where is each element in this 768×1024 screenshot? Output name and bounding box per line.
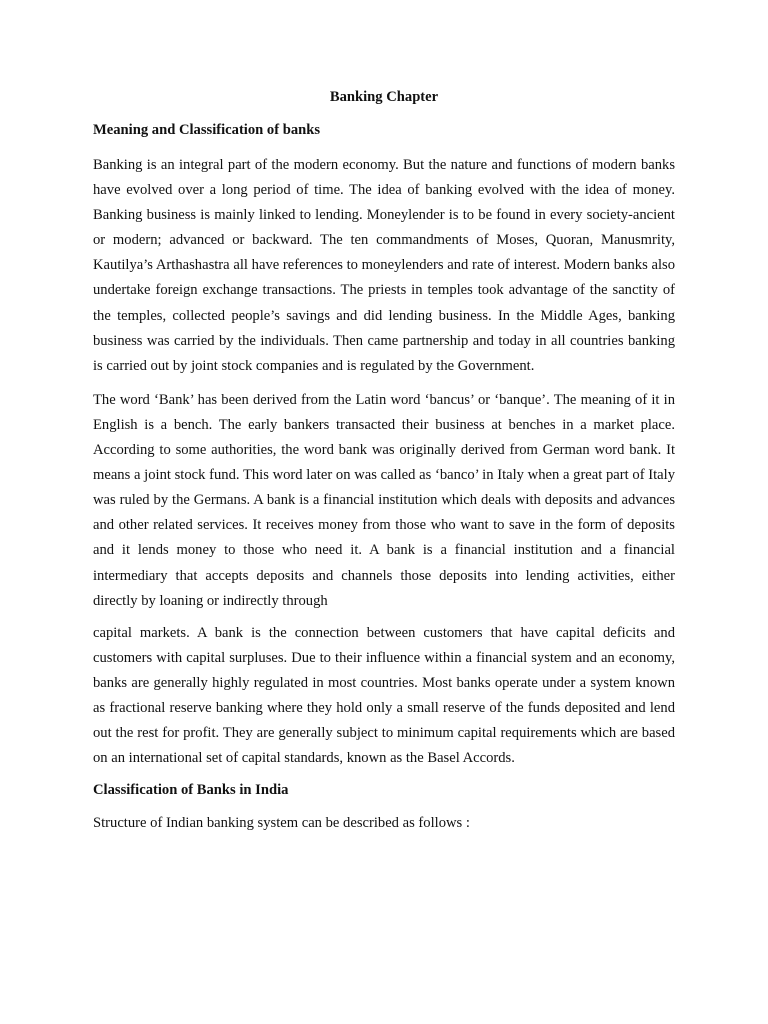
- paragraph-structure-intro: Structure of Indian banking system can be described as follows :: [93, 815, 470, 832]
- section-heading-classification: Classification of Banks in India: [93, 782, 289, 799]
- section-heading-meaning: Meaning and Classification of banks: [93, 122, 321, 138]
- paragraph-banking-intro: Banking is an integral part of the modern economy. But the nature and functions of modern banks have evolved over a long period of time. The idea of banking evolved with the idea of money. Banking business is mainly linked to lending. Moneylender is to be found in every society-ancient or modern; advanced or backward. The ten commandments of Moses, Quoran, Manusmrity, Kautilya’s Arthashastra all have references to moneylenders and rate of interest. Modern banks also undertake foreign exchange transactions. The priests in temples took advantage of the sanctity of the temples, collected people’s savings and did lending business. In the Middle Ages, banking business was carried by the individuals. Then came partnership and today in all countries banking is carried out by joint stock companies and is regulated by the Government.: [93, 157, 675, 374]
- paragraph-word-bank: The word ‘Bank’ has been derived from the Latin word ‘bancus’ or ‘banque’. The meaning of it in English is a bench. The early bankers transacted their business at benches in a market place. According to some authorities, the word bank was originally derived from German word bank. It means a joint stock fund. This word later on was called as ‘banco’ in Italy when a great part of Italy was ruled by the Germans. A bank is a financial institution which deals with deposits and advances and other related services. It receives money from those who want to save in the form of deposits and it lends money to those who need it. A bank is a financial institution and a financial intermediary that accepts deposits and channels those deposits into lending activities, either directly by loaning or indirectly through: [93, 391, 675, 609]
- document-title: Banking Chapter: [329, 89, 439, 105]
- document-page: [93, 87, 675, 833]
- paragraph-capital-markets: capital markets. A bank is the connection between customers that have capital deficits and customers with capital surpluses. Due to their influence within a financial system and an economy, banks are generally highly regulated in most countries. Most banks operate under a system known as fractional reserve banking where they hold only a small reserve of the funds deposited and lend out the rest for profit. They are generally subject to minimum capital requirements which are based on an international set of capital standards, known as the Basel Accords.: [93, 624, 675, 767]
